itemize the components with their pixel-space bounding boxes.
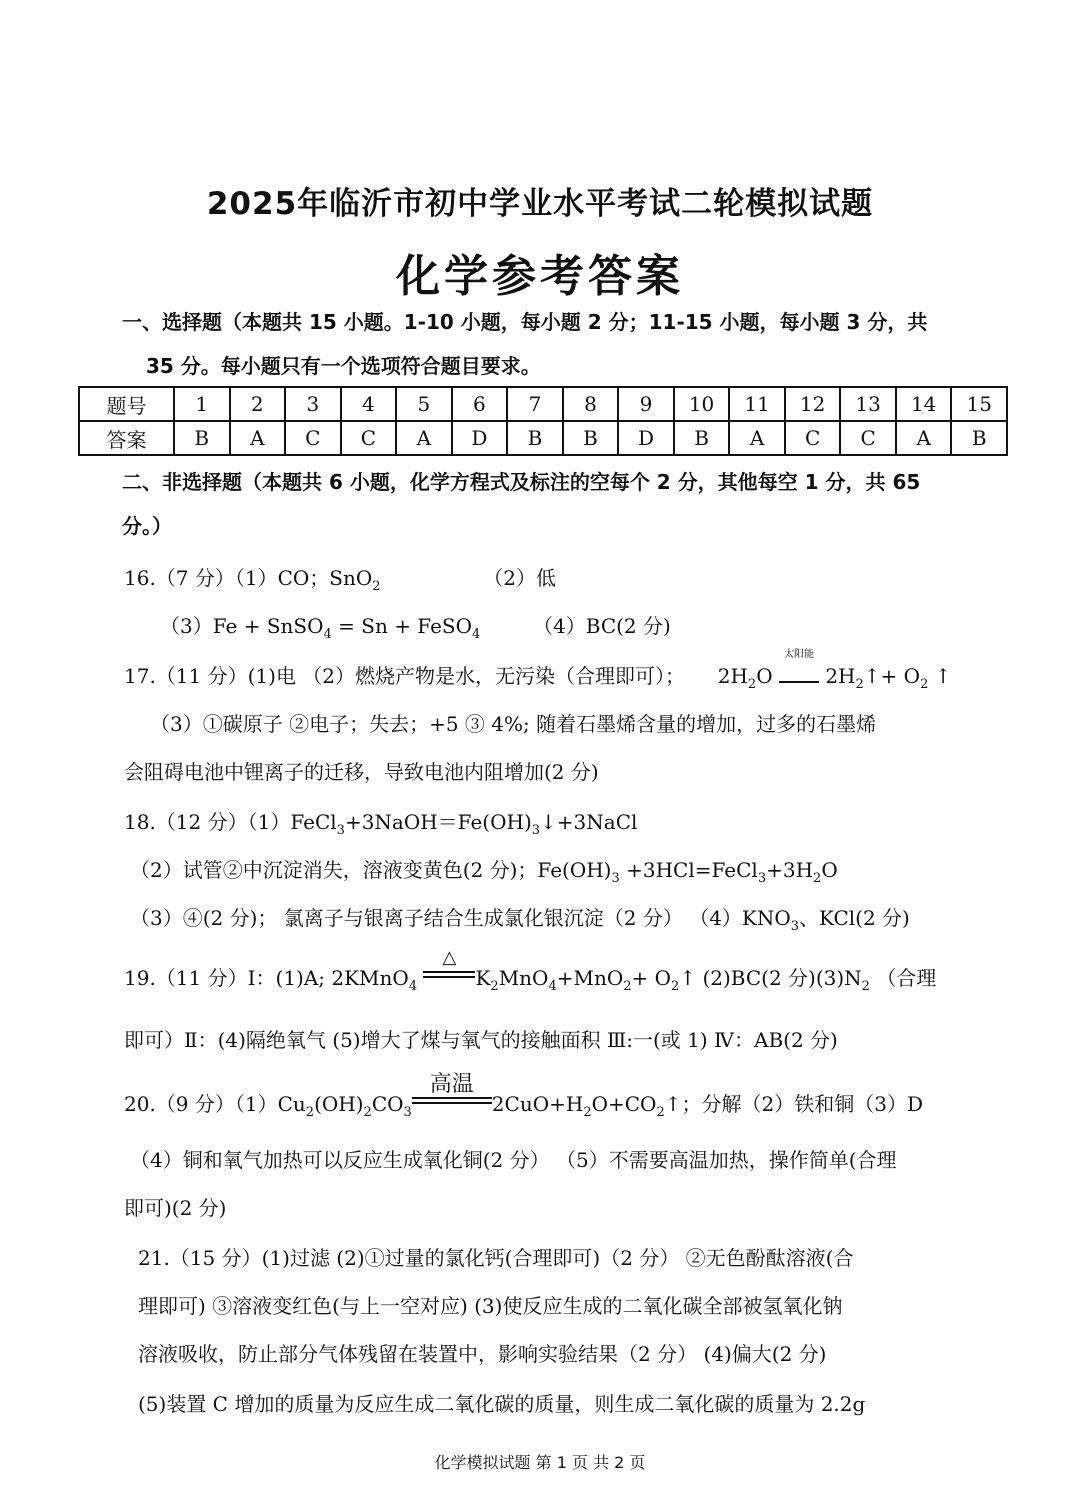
question-number: 7: [507, 387, 563, 421]
answer-cell: D: [618, 421, 674, 455]
section-1-line-2: 35 分。每小题只有一个选项符合题目要求。: [146, 354, 541, 378]
q18-line-1: 18.（12 分）$(1)FeCl_3+3NaOH=Fe(OH)_3↓+3NaCl$: [124, 810, 638, 838]
q18-line-3: （3）④(2 分)； 氯离子与银离子结合生成氯化银沉淀（2 分） $(4)KNO_3$、KCl(2 分): [130, 906, 910, 934]
reaction-arrow-heat: △: [423, 971, 475, 985]
answer-cell: B: [951, 421, 1007, 455]
question-number: 3: [285, 387, 341, 421]
question-number: 2: [230, 387, 286, 421]
section-2-heading: [122, 460, 972, 548]
document-subtitle: 化学参考答案: [396, 251, 684, 302]
question-number: 8: [563, 387, 619, 421]
answer-table: [78, 386, 1008, 456]
table-row-answers: [79, 421, 1007, 455]
section-2-line-1: 二、非选择题（本题共 6 小题，化学方程式及标注的空每个 2 分，其他每空 1 分，共 65: [122, 470, 921, 494]
question-number: 1: [174, 387, 230, 421]
q21-line-3: 溶液吸收，防止部分气体残留在装置中，影响实验结果（2 分） (4)偏大(2 分): [138, 1342, 827, 1366]
q16-line-2: （3）Fe + SnSO$_4$ = Sn + FeSO$_4$ （4）BC(2 分): [160, 614, 671, 642]
question-number: 5: [396, 387, 452, 421]
answer-cell: A: [896, 421, 952, 455]
q17-line-3: 会阻碍电池中锂离子的迁移，导致电池内阻增加(2 分): [124, 760, 599, 784]
q17-line-2: （3）①碳原子 ②电子；失去；+5 ③ 4%; 随着石墨烯含量的增加，过多的石墨烯: [150, 712, 877, 736]
question-number: 13: [840, 387, 896, 421]
question-number: 12: [785, 387, 841, 421]
q18-line-2: （2）试管②中沉淀消失，溶液变黄色(2 分)；$Fe(OH)_3$ $+3HCl=FeCl_3+3H_2O$: [130, 858, 838, 886]
answer-cell: C: [285, 421, 341, 455]
q21-line-1: 21.（15 分）(1)过滤 (2)①过量的氯化钙(合理即可)（2 分） ②无色酚酞溶液(合: [138, 1246, 854, 1270]
answer-cell: A: [396, 421, 452, 455]
question-number: 15: [951, 387, 1007, 421]
q20-line-2: （4）铜和氧气加热可以反应生成氧化铜(2 分） （5）不需要高温加热，操作简单(合理: [130, 1148, 897, 1172]
section-2-line-2: 分。）: [122, 514, 172, 538]
q20-line-3: 即可)(2 分): [124, 1196, 227, 1220]
row-label-number: 题号: [79, 387, 174, 421]
answer-cell: C: [785, 421, 841, 455]
answer-cell: A: [230, 421, 286, 455]
q19-line-2: 即可）Ⅱ：(4)隔绝氧气 (5)增大了煤与氧气的接触面积 Ⅲ:一(或 1) Ⅳ：AB(2 分): [124, 1028, 838, 1052]
answer-cell: C: [341, 421, 397, 455]
answer-cell: D: [452, 421, 508, 455]
section-1-heading: [122, 300, 972, 388]
question-number: 6: [452, 387, 508, 421]
answer-cell: B: [507, 421, 563, 455]
q21-line-4: (5)装置 C 增加的质量为反应生成二氧化碳的质量，则生成二氧化碳的质量为 2.2g: [138, 1392, 866, 1416]
table-row-numbers: [79, 387, 1007, 421]
answer-cell: C: [840, 421, 896, 455]
question-number: 11: [729, 387, 785, 421]
exam-title: 2025年临沂市初中学业水平考试二轮模拟试题: [206, 186, 874, 222]
question-number: 14: [896, 387, 952, 421]
q16-line-1: 16.（7 分）（1）CO；SnO$_2$ （2）低: [124, 566, 557, 594]
answer-cell: B: [563, 421, 619, 455]
reaction-arrow: 太阳能: [779, 664, 819, 688]
reaction-arrow-high-temp: 高温: [412, 1097, 492, 1111]
q17-line-1: 17.（11 分）(1)电 （2）燃烧产物是水，无污染（合理即可）； $2H_2O$ 太阳能 $2H_2↑+ O_2$ ↑: [124, 649, 952, 692]
answer-cell: B: [674, 421, 730, 455]
q20-line-1: 20.（9 分）$(1)Cu_2(OH)_2CO_3$ 高温 $2CuO+H_2O+CO_2↑$；分解（2）铁和铜（3）D: [124, 1072, 923, 1120]
answer-cell: A: [729, 421, 785, 455]
question-number: 9: [618, 387, 674, 421]
row-label-answer: 答案: [79, 421, 174, 455]
question-number: 10: [674, 387, 730, 421]
question-number: 4: [341, 387, 397, 421]
q21-line-2: 理即可) ③溶液变红色(与上一空对应) (3)使反应生成的二氧化碳全部被氢氧化钠: [138, 1294, 843, 1318]
section-1-line-1: 一、选择题（本题共 15 小题。1-10 小题，每小题 2 分；11-15 小题，每小题 3 分，共: [122, 310, 928, 334]
answer-cell: B: [174, 421, 230, 455]
q19-line-1: 19.（11 分）Ⅰ：(1)A; 2KMnO$_4$ △ $K_2MnO_4+MnO_2+$ $O_2↑$ (2)BC(2 分)$(3)N_2$ （合理: [124, 947, 937, 994]
page-footer: 化学模拟试题 第 1 页 共 2 页: [434, 1453, 646, 1472]
